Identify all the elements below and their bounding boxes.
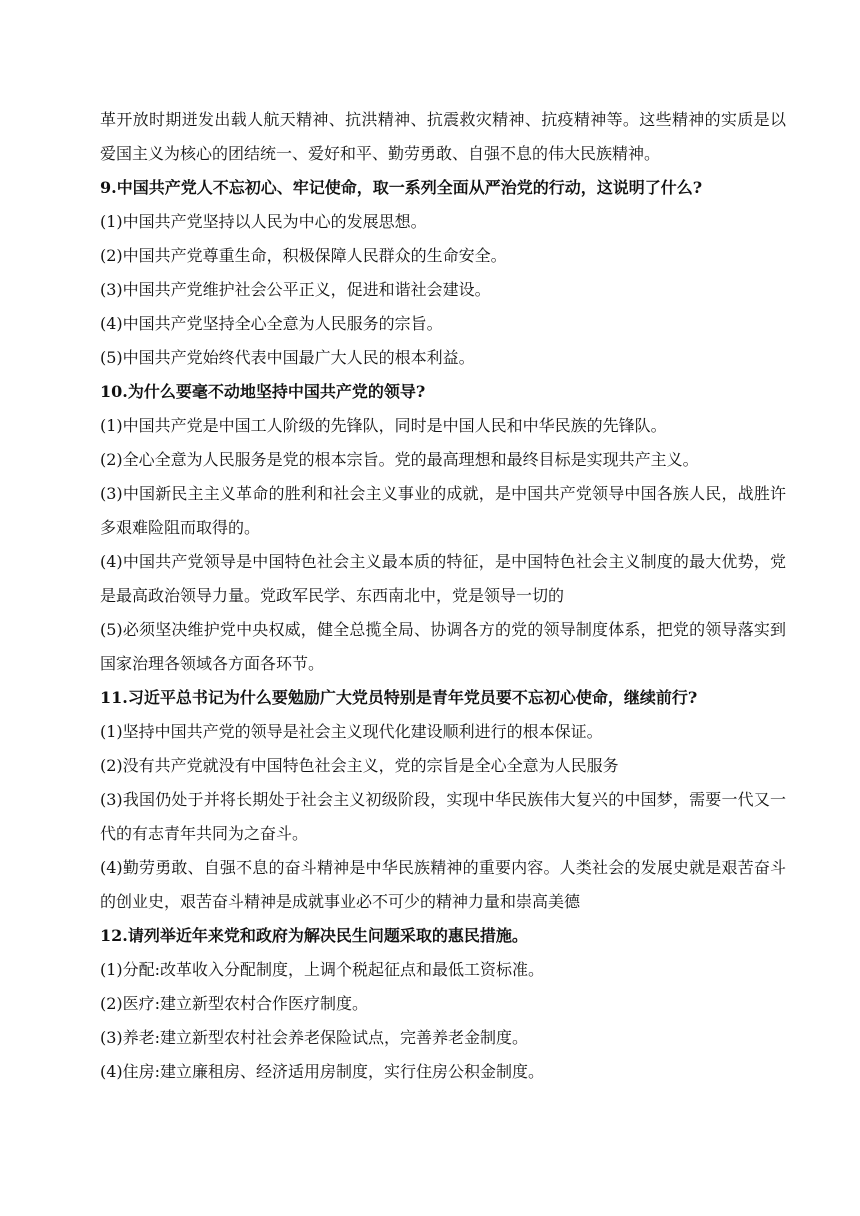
question-10-item-3: (3)中国新民主主义革命的胜利和社会主义事业的成就，是中国共产党领导中国各族人民，战胜许多艰难险阻而取得的。 [100,484,786,537]
question-10-title: 10.为什么要毫不动地坚持中国共产党的领导? [100,382,426,401]
question-11-item-2: (2)没有共产党就没有中国特色社会主义，党的宗旨是全心全意为人民服务 [100,756,619,775]
question-12-item-3: (3)养老:建立新型农村社会养老保险试点，完善养老金制度。 [100,1028,529,1047]
question-9-item-2: (2)中国共产党尊重生命，积极保障人民群众的生命安全。 [100,246,507,265]
question-9 [100,171,786,375]
intro-paragraph: 革开放时期迸发出载人航天精神、抗洪精神、抗震救灾精神、抗疫精神等。这些精神的实质是以爱国主义为核心的团结统一、爱好和平、勤劳勇敢、自强不息的伟大民族精神。 [100,110,786,163]
question-9-item-5: (5)中国共产党始终代表中国最广大人民的根本利益。 [100,348,475,367]
question-10-item-4: (4)中国共产党领导是中国特色社会主义最本质的特征，是中国特色社会主义制度的最大优势，党是最高政治领导力量。党政军民学、东西南北中，党是领导一切的 [100,552,786,605]
question-10-item-1: (1)中国共产党是中国工人阶级的先锋队，同时是中国人民和中华民族的先锋队。 [100,416,667,435]
question-10-item-5: (5)必须坚决维护党中央权威，健全总揽全局、协调各方的党的领导制度体系，把党的领导落实到国家治理各领域各方面各环节。 [100,620,786,673]
question-12-item-1: (1)分配:改革收入分配制度，上调个税起征点和最低工资标准。 [100,960,545,979]
question-11-item-3: (3)我国仍处于并将长期处于社会主义初级阶段，实现中华民族伟大复兴的中国梦，需要一代又一代的有志青年共同为之奋斗。 [100,790,786,843]
question-12-item-4: (4)住房:建立廉租房、经济适用房制度，实行住房公积金制度。 [100,1062,545,1081]
document-page [100,103,786,1089]
question-11-item-1: (1)坚持中国共产党的领导是社会主义现代化建设顺利进行的根本保证。 [100,722,603,741]
question-9-item-3: (3)中国共产党维护社会公平正义，促进和谐社会建设。 [100,280,491,299]
question-9-title: 9.中国共产党人不忘初心、牢记使命，取一系列全面从严治党的行动，这说明了什么? [100,178,703,197]
question-9-item-4: (4)中国共产党坚持全心全意为人民服务的宗旨。 [100,314,443,333]
question-12-title: 12.请列举近年来党和政府为解决民生问题采取的惠民措施。 [100,926,528,945]
question-9-item-1: (1)中国共产党坚持以人民为中心的发展思想。 [100,212,427,231]
question-12-item-2: (2)医疗:建立新型农村合作医疗制度。 [100,994,369,1013]
question-10-item-2: (2)全心全意为人民服务是党的根本宗旨。党的最高理想和最终目标是实现共产主义。 [100,450,699,469]
question-11 [100,681,786,919]
question-10 [100,375,786,681]
question-11-item-4: (4)勤劳勇敢、自强不息的奋斗精神是中华民族精神的重要内容。人类社会的发展史就是艰苦奋斗的创业史，艰苦奋斗精神是成就事业必不可少的精神力量和崇高美德 [100,858,786,911]
question-11-title: 11.习近平总书记为什么要勉励广大党员特别是青年党员要不忘初心使命，继续前行? [100,688,698,707]
question-12 [100,919,786,1089]
